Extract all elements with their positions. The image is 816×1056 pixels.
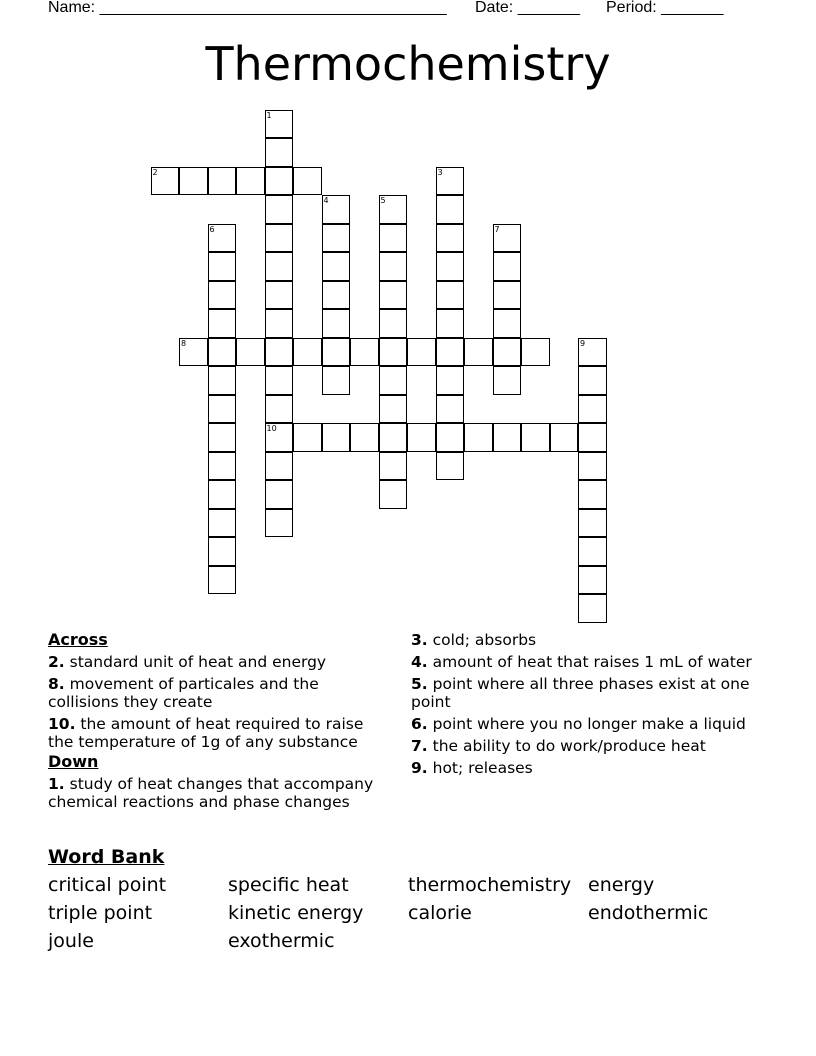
crossword-cell[interactable] (322, 423, 351, 452)
crossword-cell[interactable] (208, 167, 237, 196)
page-title: Thermochemistry (205, 37, 611, 91)
crossword-cell[interactable] (265, 167, 294, 196)
crossword-cell[interactable] (493, 423, 522, 452)
crossword-cell[interactable] (379, 252, 408, 281)
name-field-label[interactable]: Name: _______________________________________ (48, 0, 447, 16)
word-bank-item: calorie (408, 902, 472, 924)
clue-number: 1 (266, 110, 272, 120)
clues-left-column (48, 631, 393, 811)
crossword-cell[interactable] (379, 195, 408, 224)
crossword-cell[interactable] (379, 366, 408, 395)
crossword-cell[interactable] (578, 537, 607, 566)
across-heading: Across (48, 630, 108, 649)
crossword-cell[interactable] (578, 480, 607, 509)
crossword-cell[interactable] (379, 309, 408, 338)
crossword-cell[interactable] (265, 309, 294, 338)
date-field-label[interactable]: Date: _______ (475, 0, 580, 16)
clue-down-1: 1. study of heat changes that accompany chemical reactions and phase changes (48, 775, 374, 811)
clue-number: 9 (580, 338, 586, 348)
word-bank-item: joule (48, 930, 94, 952)
crossword-cell[interactable] (236, 338, 265, 367)
crossword-cell[interactable] (265, 281, 294, 310)
down-heading: Down (48, 752, 99, 771)
crossword-cell[interactable] (208, 423, 237, 452)
crossword-cell[interactable] (179, 167, 208, 196)
crossword-cell[interactable] (578, 366, 607, 395)
clue-across-2: 2. standard unit of heat and energy (48, 653, 327, 671)
word-bank-item: energy (588, 874, 655, 896)
crossword-cell[interactable] (265, 195, 294, 224)
crossword-cell[interactable] (436, 252, 465, 281)
crossword-cell[interactable] (322, 281, 351, 310)
crossword-cell[interactable] (436, 167, 465, 196)
word-bank-item: triple point (48, 902, 153, 924)
crossword-cell[interactable] (436, 366, 465, 395)
crossword-cell[interactable] (322, 252, 351, 281)
crossword-cell[interactable] (379, 423, 408, 452)
clue-number: 6 (209, 224, 215, 234)
crossword-cell[interactable] (293, 423, 322, 452)
crossword-cell[interactable] (208, 395, 237, 424)
crossword-cell[interactable] (265, 452, 294, 481)
crossword-cell[interactable] (322, 366, 351, 395)
crossword-cell[interactable] (208, 252, 237, 281)
crossword-cell[interactable] (322, 195, 351, 224)
crossword-cell[interactable] (493, 252, 522, 281)
crossword-cell[interactable] (208, 509, 237, 538)
crossword-cell[interactable] (578, 452, 607, 481)
period-field-label[interactable]: Period: _______ (606, 0, 724, 16)
clue-across-8: 8. movement of particales and the collisions they create (48, 675, 319, 711)
crossword-cell[interactable] (436, 281, 465, 310)
crossword-cell[interactable] (265, 338, 294, 367)
clue-down-5: 5. point where all three phases exist at one point (411, 675, 750, 711)
crossword-cell[interactable] (493, 224, 522, 253)
clue-down-9: 9. hot; releases (411, 759, 533, 777)
crossword-cell[interactable] (265, 224, 294, 253)
crossword-cell[interactable] (322, 338, 351, 367)
word-bank-item: critical point (48, 874, 167, 896)
crossword-cell[interactable] (436, 309, 465, 338)
word-bank-item: thermochemistry (408, 874, 572, 896)
clue-number: 4 (323, 196, 329, 205)
crossword-cell[interactable] (436, 452, 465, 481)
crossword-cell[interactable] (208, 566, 237, 595)
crossword-cell[interactable] (493, 281, 522, 310)
clue-number: 8 (181, 338, 187, 348)
crossword-cell[interactable] (578, 395, 607, 424)
crossword-cell[interactable] (379, 480, 408, 509)
crossword-cell[interactable] (493, 366, 522, 395)
crossword-cell[interactable] (265, 480, 294, 509)
crossword-cell[interactable] (578, 423, 607, 452)
crossword-cell[interactable] (550, 423, 579, 452)
crossword-cell[interactable] (265, 252, 294, 281)
crossword-cell[interactable] (379, 452, 408, 481)
crossword-cell[interactable] (521, 423, 550, 452)
crossword-cell[interactable] (350, 338, 379, 367)
clue-number: 3 (437, 167, 443, 177)
crossword-cell[interactable] (578, 509, 607, 538)
clue-number: 7 (494, 224, 500, 234)
crossword-cell[interactable] (265, 138, 294, 167)
crossword-cell[interactable] (265, 366, 294, 395)
crossword-cell[interactable] (578, 566, 607, 595)
crossword-cell[interactable] (208, 366, 237, 395)
word-bank-item: kinetic energy (228, 902, 364, 924)
crossword-cell[interactable] (521, 338, 550, 367)
clue-down-4: 4. amount of heat that raises 1 mL of water (411, 653, 752, 671)
clue-down-3: 3. cold; absorbs (411, 631, 537, 649)
clue-number: 2 (152, 167, 158, 177)
clue-down-7: 7. the ability to do work/produce heat (411, 737, 706, 755)
crossword-cell[interactable] (493, 338, 522, 367)
crossword-cell[interactable] (208, 338, 237, 367)
clue-number: 10 (266, 424, 277, 433)
crossword-cell[interactable] (179, 338, 208, 367)
crossword-cell[interactable] (407, 423, 436, 452)
word-bank-item: specific heat (228, 874, 349, 896)
crossword-cell[interactable] (436, 195, 465, 224)
crossword-cell[interactable] (436, 224, 465, 253)
crossword-cell[interactable] (265, 509, 294, 538)
crossword-cell[interactable] (208, 309, 237, 338)
crossword-cell[interactable] (208, 224, 237, 253)
crossword-cell[interactable] (379, 224, 408, 253)
crossword-cell[interactable] (322, 224, 351, 253)
crossword-cell[interactable] (208, 537, 237, 566)
crossword-cell[interactable] (379, 395, 408, 424)
crossword-cell[interactable] (208, 281, 237, 310)
crossword-cell[interactable] (436, 423, 465, 452)
crossword-cell[interactable] (379, 338, 408, 367)
crossword-cell[interactable] (379, 281, 408, 310)
clue-number: 5 (380, 196, 386, 205)
header-line (48, 0, 768, 20)
word-bank-title: Word Bank (48, 846, 165, 868)
crossword-cell[interactable] (578, 594, 607, 623)
crossword-cell[interactable] (293, 338, 322, 367)
crossword-cell[interactable] (265, 110, 294, 139)
word-bank-item: endothermic (588, 902, 709, 924)
crossword-cell[interactable] (208, 480, 237, 509)
crossword-cell[interactable] (578, 338, 607, 367)
crossword-cell[interactable] (236, 167, 265, 196)
crossword-cell[interactable] (350, 423, 379, 452)
crossword-cell[interactable] (464, 338, 493, 367)
clues-right-column (411, 631, 756, 777)
crossword-cell[interactable] (436, 338, 465, 367)
crossword-cell[interactable] (265, 395, 294, 424)
crossword-cell[interactable] (265, 423, 294, 452)
crossword-cell[interactable] (322, 309, 351, 338)
clue-down-6: 6. point where you no longer make a liquid (411, 715, 746, 733)
crossword-cell[interactable] (464, 423, 493, 452)
crossword-cell[interactable] (151, 167, 180, 196)
crossword-cell[interactable] (407, 338, 436, 367)
word-bank-item: exothermic (228, 930, 335, 952)
crossword-cell[interactable] (208, 452, 237, 481)
clue-across-10: 10. the amount of heat required to raise the temperature of 1g of any substance (48, 715, 364, 751)
crossword-cell[interactable] (293, 167, 322, 196)
crossword-cell[interactable] (436, 395, 465, 424)
crossword-cell[interactable] (493, 309, 522, 338)
